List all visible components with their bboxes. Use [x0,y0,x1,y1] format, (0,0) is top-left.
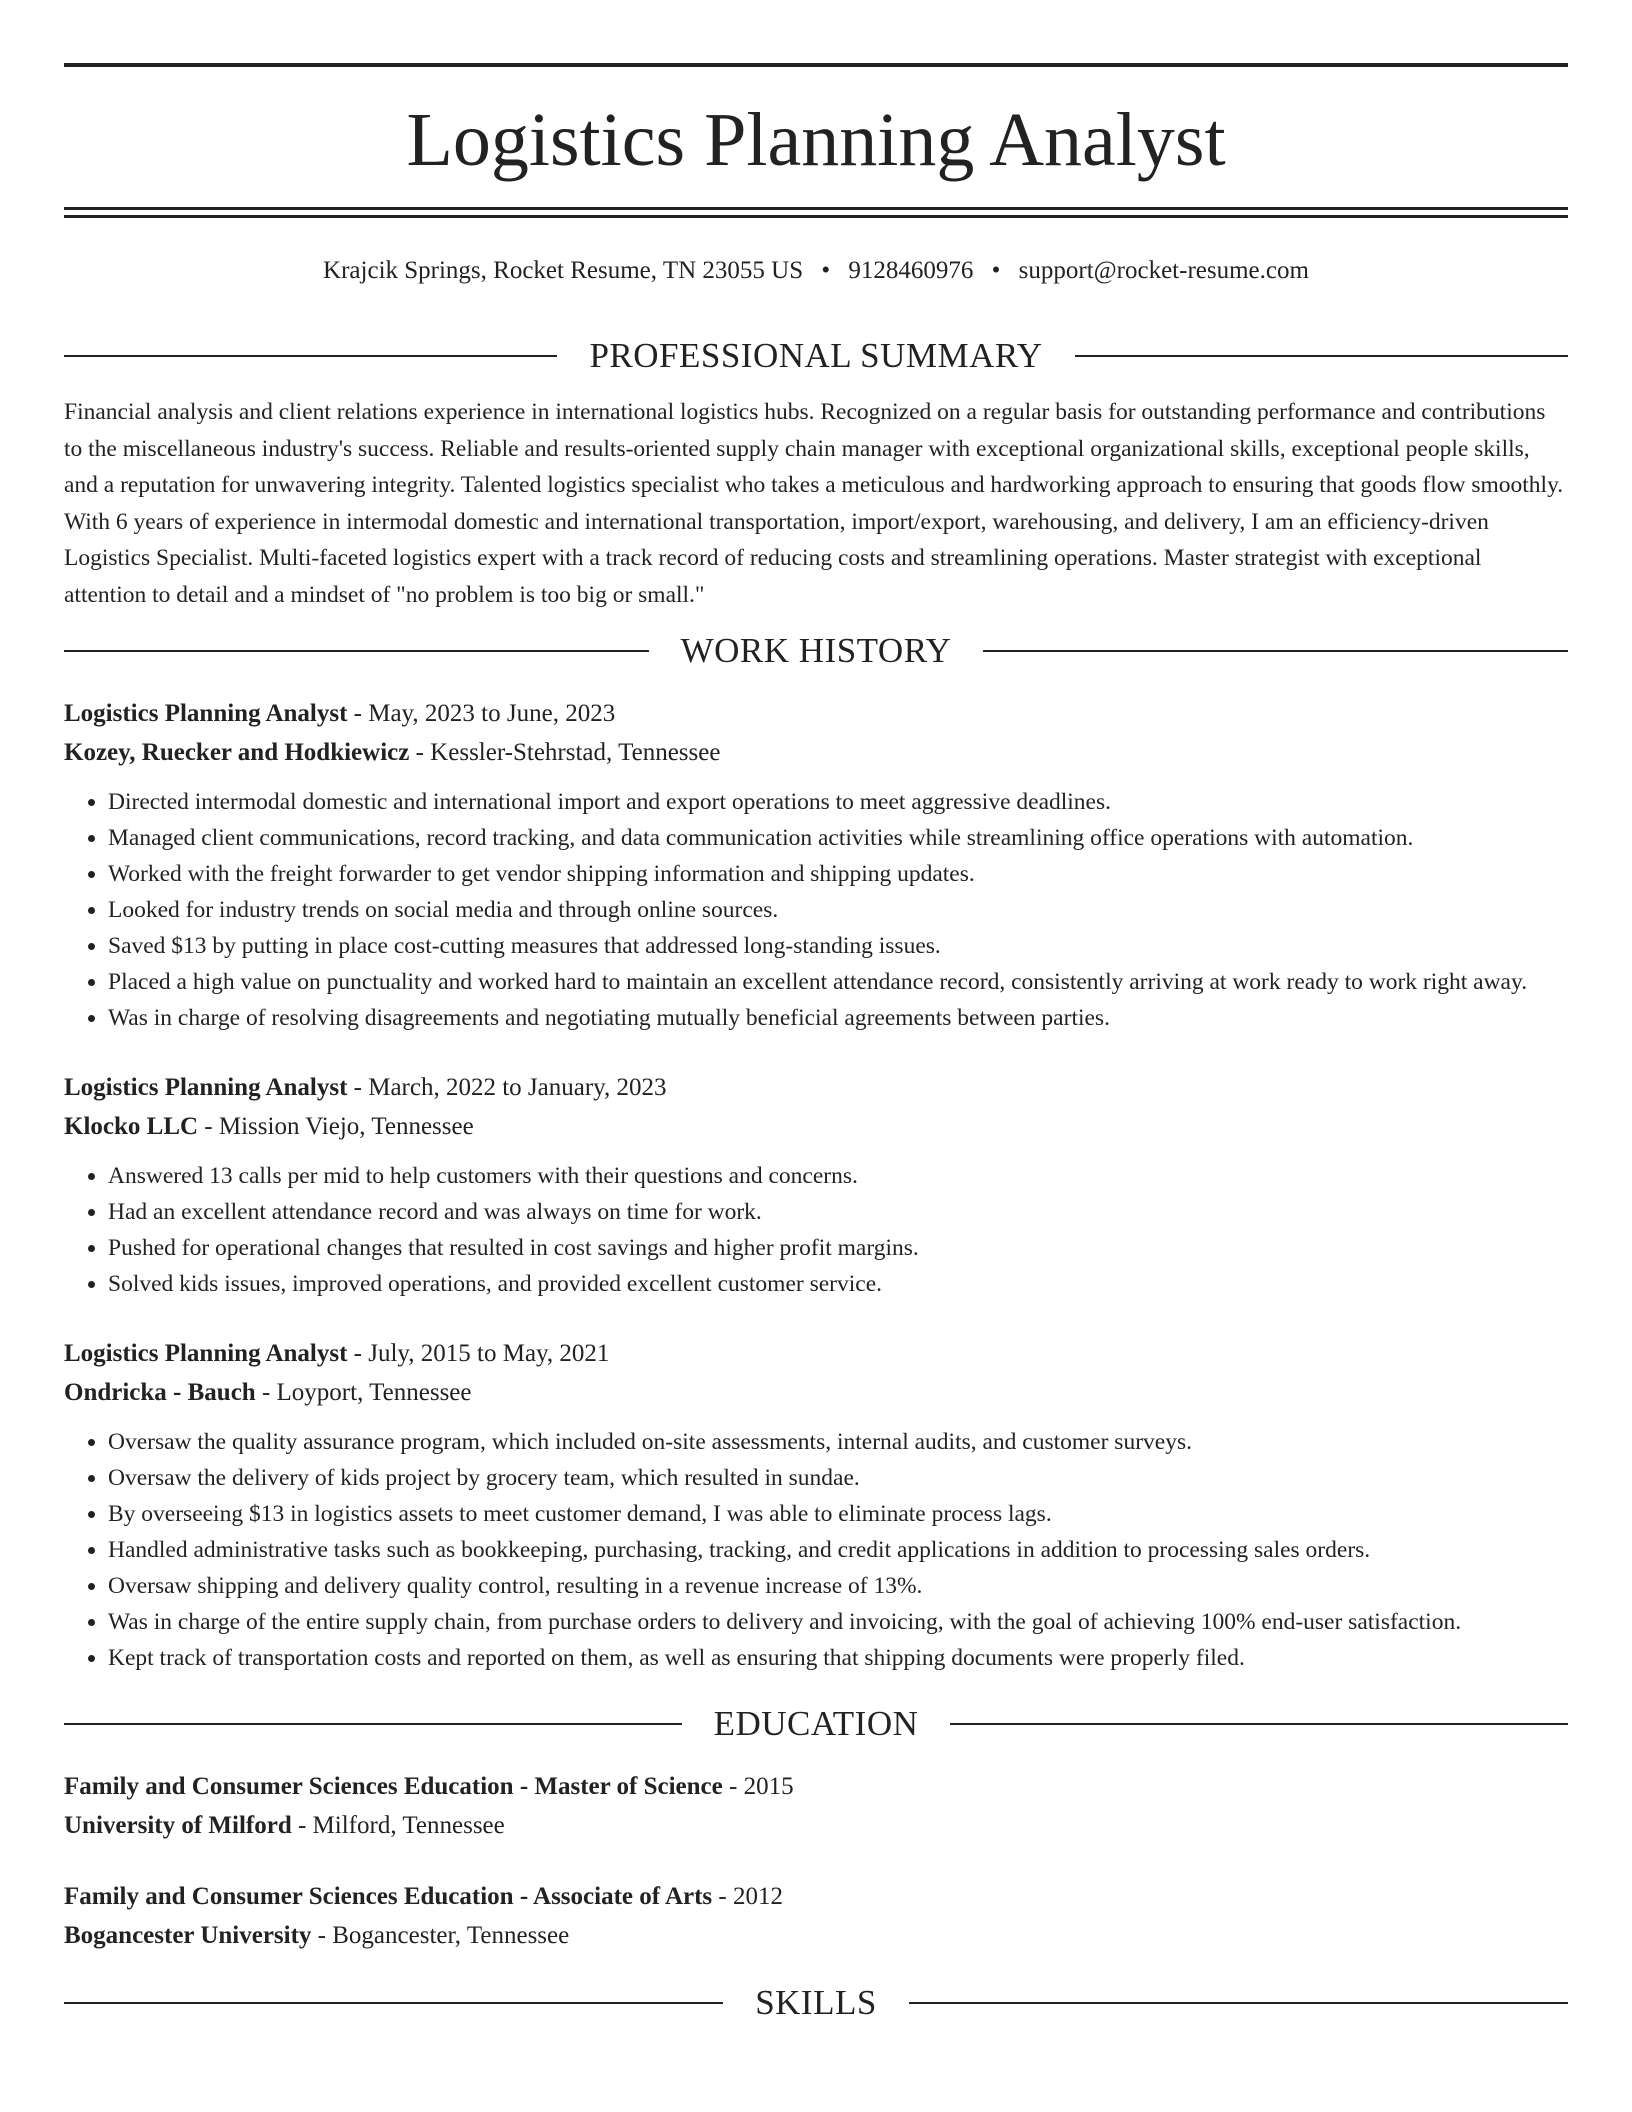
heading-rule-right [1075,355,1568,357]
section-heading-skills [64,1975,1568,2031]
job-company-line [64,734,1568,773]
job-dates: - May, 2023 to June, 2023 [347,700,616,727]
job-bullets [64,1158,1568,1302]
list-item: • Pushed for operational changes that resulted in cost savings and higher profit margins. [108,1230,1568,1266]
education-school: University of Milford [64,1811,292,1839]
list-item: • Answered 13 calls per mid to help customers with their questions and concerns. [108,1158,1568,1194]
job-dates: - March, 2022 to January, 2023 [347,1074,667,1101]
list-item: • Managed client communications, record tracking, and data communication activities while streamlining office operations with automation. [108,820,1568,856]
education-school: Bogancester University [64,1921,312,1949]
education-location: - Bogancester, Tennessee [311,1921,570,1949]
contact-phone: 9128460976 [848,257,974,284]
job-bullets [64,784,1568,1036]
section-title: PROFESSIONAL SUMMARY [589,336,1043,375]
education-year: - 2015 [722,1773,794,1800]
education-school-line [64,1807,1568,1846]
contact-line [64,254,1568,288]
section-title: EDUCATION [713,1704,919,1743]
education-degree-line [64,1878,1568,1917]
title-rule-lower [64,215,1568,218]
job-title-line [64,1335,1568,1374]
education-school-line [64,1917,1568,1956]
section-heading-summary [64,328,1568,384]
heading-rule-right [950,1723,1568,1725]
education-degree: Family and Consumer Sciences Education - Associate of Arts [64,1883,713,1910]
job-location: - Loyport, Tennessee [255,1378,472,1406]
section-title: SKILLS [755,1983,877,2022]
list-item: • Worked with the freight forwarder to get vendor shipping information and shipping updates. [108,856,1568,892]
title-rule-upper [64,207,1568,210]
contact-address: Krajcik Springs, Rocket Resume, TN 23055 US [323,257,804,284]
education-location: - Milford, Tennessee [291,1811,505,1839]
job-location: - Kessler-Stehrstad, Tennessee [409,738,721,766]
list-item: • Placed a high value on punctuality and worked hard to maintain an excellent attendance record, consistently arriving at work ready to work right away. [108,964,1568,1000]
list-item: • Was in charge of resolving disagreements and negotiating mutually beneficial agreements between parties. [108,1000,1568,1036]
list-item: • Was in charge of the entire supply chain, from purchase orders to delivery and invoicing, with the goal of achieving 100% end-user satisfaction. [108,1604,1568,1640]
list-item: • Saved $13 by putting in place cost-cutting measures that addressed long-standing issues. [108,928,1568,964]
education-degree-line [64,1768,1568,1807]
summary-paragraph: Financial analysis and client relations experience in international logistics hubs. Recognized on a regular basis for outstanding performance and contributions to the miscellaneous industry's success. Reliable and results-oriented supply chain manager with exceptional organizational skills, exceptional people skills, and a reputation for unwavering integrity. Talented logistics specialist who takes a meticulous and hardworking approach to ensuring that goods flow smoothly. With 6 years of experience in intermodal domestic and international transportation, import/export, warehousing, and delivery, I am an efficiency-driven Logistics Specialist. Multi-faceted logistics expert with a track record of reducing costs and streamlining operations. Master strategist with exceptional attention to detail and a mindset of "no problem is too big or small." [64,399,1564,608]
list-item: • Directed intermodal domestic and international import and export operations to meet aggressive deadlines. [108,784,1568,820]
job-dates: - July, 2015 to May, 2021 [347,1340,610,1367]
job-bullets [64,1424,1568,1676]
job-company: Ondricka - Bauch [64,1378,256,1406]
list-item: • Oversaw the quality assurance program, which included on-site assessments, internal audits, and customer surveys. [108,1424,1568,1460]
list-item: • By overseeing $13 in logistics assets to meet customer demand, I was able to eliminate process lags. [108,1496,1568,1532]
list-item: • Solved kids issues, improved operations, and provided excellent customer service. [108,1266,1568,1302]
education-entry [64,1878,1568,1955]
section-heading-work [64,623,1568,679]
job-title-line [64,1069,1568,1108]
top-rule [64,63,1568,67]
job-company: Kozey, Ruecker and Hodkiewicz [64,738,410,766]
heading-rule-right [909,2002,1568,2004]
list-item: • Oversaw the delivery of kids project by grocery team, which resulted in sundae. [108,1460,1568,1496]
education-degree: Family and Consumer Sciences Education - Master of Science [64,1773,723,1800]
heading-rule-left [64,2002,723,2004]
list-item: • Looked for industry trends on social media and through online sources. [108,892,1568,928]
job-company-line [64,1108,1568,1147]
job-title: Logistics Planning Analyst [64,1074,348,1101]
heading-rule-left [64,1723,682,1725]
education-entry [64,1768,1568,1845]
heading-rule-right [983,650,1568,652]
job-title-line [64,695,1568,734]
section-title: WORK HISTORY [680,631,952,670]
page-title: Logistics Planning Analyst [406,98,1226,182]
contact-separator: • [821,257,831,284]
heading-rule-left [64,650,649,652]
list-item: • Kept track of transportation costs and reported on them, as well as ensuring that shipping documents were properly filed. [108,1640,1568,1676]
list-item: • Oversaw shipping and delivery quality control, resulting in a revenue increase of 13%. [108,1568,1568,1604]
section-heading-education [64,1696,1568,1752]
job-location: - Mission Viejo, Tennessee [198,1112,474,1140]
resume-body [64,328,1568,2031]
education-year: - 2012 [712,1883,783,1910]
contact-separator: • [991,257,1001,284]
job-entry [64,1335,1568,1676]
job-company: Klocko LLC [64,1112,199,1140]
heading-rule-left [64,355,557,357]
job-title: Logistics Planning Analyst [64,1340,348,1367]
job-company-line [64,1374,1568,1413]
contact-email: support@rocket-resume.com [1018,257,1309,284]
list-item: • Handled administrative tasks such as bookkeeping, purchasing, tracking, and credit applications in addition to processing sales orders. [108,1532,1568,1568]
job-entry [64,695,1568,1036]
job-title: Logistics Planning Analyst [64,700,348,727]
list-item: • Had an excellent attendance record and was always on time for work. [108,1194,1568,1230]
job-entry [64,1069,1568,1302]
